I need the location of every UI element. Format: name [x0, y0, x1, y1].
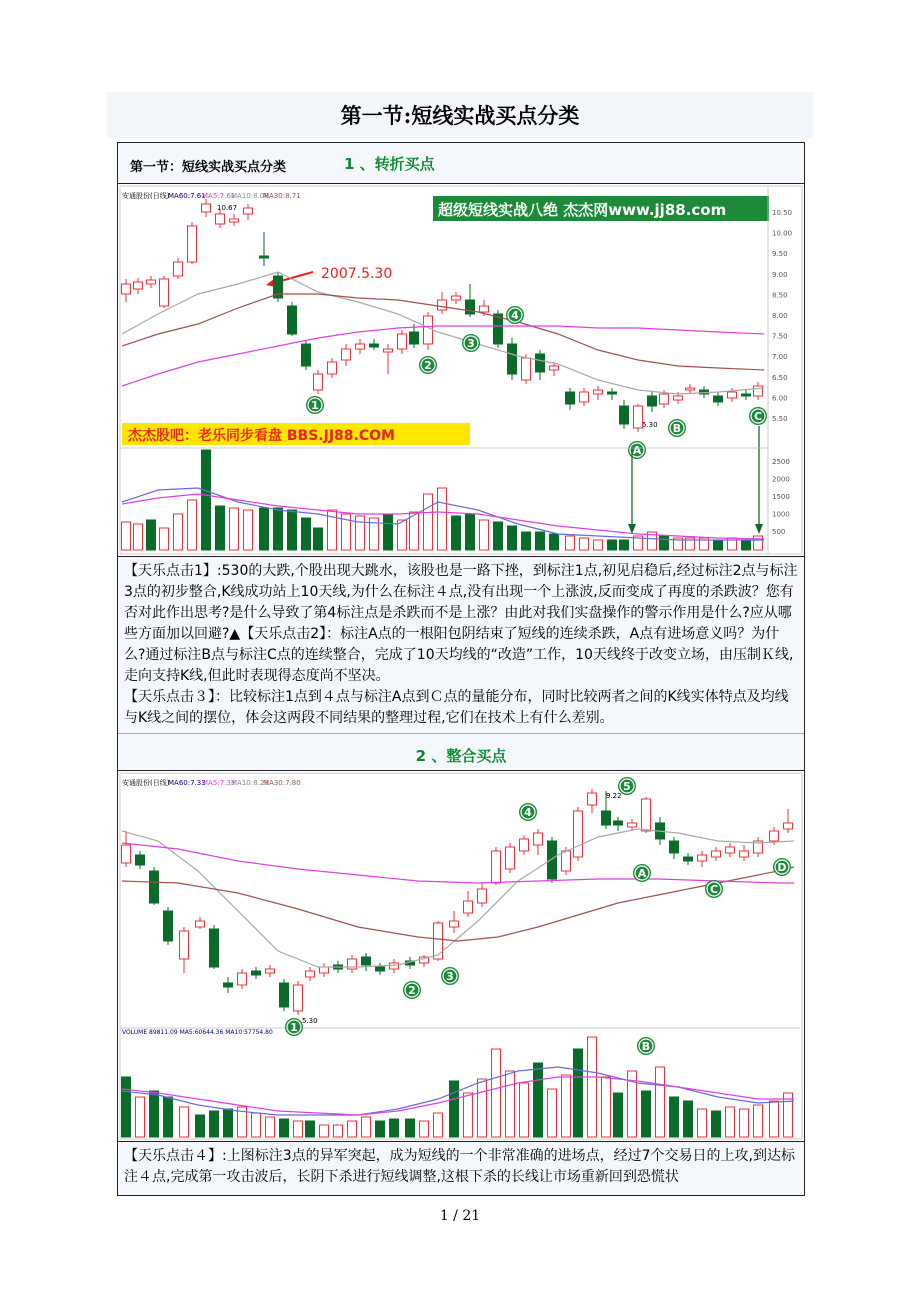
chart1-candle — [660, 394, 669, 404]
chart1-volume-bar — [122, 522, 131, 550]
chart1-candle — [452, 296, 461, 300]
svg-text:MA10:8.23: MA10:8.23 — [231, 779, 269, 787]
chart2-low-label: 5.30 — [302, 1017, 318, 1025]
svg-text:MA5:7.61: MA5:7.61 — [202, 192, 236, 200]
chart1-candle — [328, 362, 337, 374]
chart2-volume-bar — [224, 1109, 233, 1137]
chart2-high-label: 9.22 — [606, 792, 622, 800]
chart1-volume-tick: 2000 — [772, 475, 790, 484]
section-header-left: 第一节：短线实战买点分类 — [130, 160, 287, 175]
chart2-volume-bar — [602, 1077, 611, 1137]
chart2-volume-legend: VOLUME 89811.09 MA5:60644.36 MA10:57754.80 — [122, 1029, 273, 1036]
paragraph-1: 【天乐点击1】:530的大跌,个股出现大跳水，该股也是一路下挫，到标注1点,初见启稳后,经过标注2点与标注3点的初步整合,K线成功站上10天线,为什么在标注４点,没有出现一个上涨波,反而变成了再度的杀跌波？您有否对此作出思考?是什么导致了第4标注点是杀跌而不是上涨？由此对我们实盘操作的警示作用是什么?应从哪些方面加以回避?▲【天乐点击2】：标注A点的一根阳包阴结束了短线的连续杀跌，A点有进场意义吗？为什么?通过标注B点与标注C点的连续整合，完成了10天均线的“改造”工作，10天线终于改变立场，由压制Ｋ线,走向支持K线,但此时表现得态度尚不坚决。 — [124, 563, 798, 684]
marker2-B-label: B — [641, 1040, 651, 1053]
chart2-volume-bar — [180, 1107, 189, 1137]
chart2-volume-bar — [684, 1101, 693, 1137]
chart2-candle — [294, 985, 303, 1011]
chart1-volume-bar — [302, 518, 311, 550]
chart2-candle — [224, 983, 233, 987]
chart1-candle — [686, 388, 695, 390]
chart1-candle — [356, 344, 365, 349]
marker2-C-label: C — [709, 883, 719, 896]
chart1-candle — [466, 300, 475, 314]
chart2-candle — [770, 831, 779, 841]
chart2-volume-bar — [726, 1107, 735, 1137]
chart1-candle — [384, 349, 393, 352]
chart1-candle — [648, 396, 657, 406]
chart1-candle — [580, 392, 589, 402]
chart2-candle — [784, 823, 793, 829]
chart2-candle — [548, 841, 557, 879]
chart1-volume-tick: 500 — [772, 528, 786, 536]
chart2-volume-bar — [770, 1101, 779, 1137]
chart1-candle — [608, 392, 617, 394]
chart2-volume-bar — [562, 1075, 571, 1137]
chart2-volume-bar — [670, 1097, 679, 1137]
chart1-volume-bar — [754, 536, 763, 550]
chart1-candle — [216, 214, 225, 224]
chart2-candle — [562, 851, 571, 871]
chart1-candle — [674, 396, 683, 400]
chart2-candle — [196, 921, 205, 927]
chart2-candle — [280, 983, 289, 1007]
chart2-volume-bar — [520, 1083, 529, 1137]
chart1-volume-bar — [438, 488, 447, 550]
chart2-candle — [602, 811, 611, 825]
chart1-candle — [508, 344, 517, 374]
section-header — [118, 143, 804, 184]
chart2-volume-bar — [642, 1091, 651, 1137]
chart2-candle — [642, 799, 651, 831]
marker-B-label: B — [672, 422, 682, 435]
chart1-volume-bar — [288, 510, 297, 550]
chart2-volume-bar — [294, 1121, 303, 1137]
chart2-volume-bar — [390, 1119, 399, 1137]
chart1-candle — [134, 282, 143, 289]
chart2-candle — [320, 967, 329, 973]
chart1-candle — [160, 279, 169, 306]
chart1-tick-label: 10.00 — [772, 229, 793, 238]
chart2-volume-bar — [588, 1037, 597, 1137]
chart1-candle — [147, 280, 156, 284]
chart2-candle — [726, 847, 735, 853]
chart2-volume-bar — [306, 1121, 315, 1137]
marker2-5-label: 5 — [623, 780, 631, 793]
chart2-candle — [588, 793, 597, 805]
chart1-candle — [714, 396, 723, 402]
chart2-volume-bar — [420, 1121, 429, 1137]
chart2-volume-bar — [164, 1097, 173, 1137]
chart2-candle — [534, 833, 543, 845]
chart2-candle — [180, 931, 189, 959]
chart2-volume-bar — [548, 1089, 557, 1137]
chart2-candle — [628, 823, 637, 827]
chart2-candle — [492, 851, 501, 883]
marker-3-label: 3 — [467, 337, 475, 350]
chart2-volume-bar — [656, 1067, 665, 1137]
chart2-volume-bar — [754, 1105, 763, 1137]
chart1-volume-tick: 1000 — [772, 510, 790, 519]
chart1-volume-bar — [384, 514, 393, 550]
chart1-candle — [522, 358, 531, 380]
section-2-title: 2 、整合买点 — [415, 747, 507, 765]
chart1-low-label: 5.30 — [642, 421, 658, 429]
chart1-candle — [566, 392, 575, 404]
chart1-volume-bar — [188, 500, 197, 550]
chart2-volume-bar — [614, 1093, 623, 1137]
chart1-candle — [288, 306, 297, 334]
chart2-candle — [164, 911, 173, 941]
chart2-candle — [238, 973, 247, 985]
svg-text:MA30:8.71: MA30:8.71 — [263, 192, 301, 200]
chart1-volume-bar — [522, 532, 531, 550]
svg-text:MA60:7.61: MA60:7.61 — [168, 192, 206, 200]
chart2-candle — [434, 923, 443, 959]
chart2-candle — [306, 971, 315, 977]
chart1-candle — [620, 406, 629, 424]
chart1-candle — [424, 316, 433, 344]
marker2-A-label: A — [637, 867, 647, 880]
chart1-volume-bar — [410, 512, 419, 550]
chart1-volume-bar — [494, 522, 503, 550]
chart1-tick-label: 9.50 — [772, 250, 788, 259]
chart1-volume-tick: 1500 — [772, 493, 790, 501]
chart2-candle — [266, 969, 275, 973]
chart2-volume-bar — [376, 1121, 385, 1137]
chart1-tick-label: 10.50 — [772, 209, 793, 217]
chart2-volume-bar — [434, 1113, 443, 1137]
marker2-4-label: 4 — [524, 806, 532, 819]
chart2-candle — [740, 851, 749, 857]
chart1-volume-bar — [216, 506, 225, 550]
chart1-volume-bar — [660, 536, 669, 550]
chart1-volume-bar — [566, 536, 575, 550]
chart1-candle — [260, 256, 269, 258]
chart1-candle — [244, 208, 253, 214]
chart1-date-label: 2007.5.30 — [321, 266, 393, 282]
chart1-volume-bar — [398, 520, 407, 550]
chart1-tick-label: 6.00 — [772, 394, 788, 403]
chart2-candle — [376, 967, 385, 971]
marker2-2-label: 2 — [408, 984, 416, 997]
chart1-candle — [494, 314, 503, 344]
chart1-banner: 超级短线实战八绝 杰杰网www.jj88.com — [438, 201, 727, 219]
chart1-candle — [370, 344, 379, 347]
chart1-tick-label: 8.50 — [772, 291, 788, 300]
chart1-candle — [438, 300, 447, 310]
chart2-candle — [712, 851, 721, 857]
chart1-volume-bar — [244, 510, 253, 550]
chart1-candle — [230, 219, 239, 222]
chart2-candle — [574, 811, 583, 857]
svg-text:MA5:7.33: MA5:7.33 — [202, 779, 236, 787]
chart1-volume-bar — [714, 540, 723, 550]
svg-text:MA60:7.33: MA60:7.33 — [168, 779, 206, 787]
chart1-tick-label: 7.00 — [772, 353, 788, 362]
chart2-legend-name: 安通股份(日线) — [122, 779, 170, 787]
chart2-candle — [464, 901, 473, 913]
chart2-volume-bar — [534, 1063, 543, 1137]
chart1-volume-bar — [160, 528, 169, 550]
marker2-1-label: 1 — [290, 1021, 298, 1034]
chart1-volume-bar — [508, 526, 517, 550]
chart1-candle — [634, 406, 643, 428]
chart1-candle — [550, 366, 559, 370]
chart1-volume-bar — [314, 528, 323, 550]
chart2-volume-bar — [196, 1115, 205, 1137]
chart1-candle — [754, 386, 763, 396]
chart2-candle — [136, 855, 145, 865]
chart1-candle — [302, 344, 311, 366]
marker-A-label: A — [632, 444, 642, 457]
content-frame — [117, 142, 805, 1196]
chart1-volume-bar — [202, 450, 211, 550]
chart2-volume-bar — [122, 1077, 131, 1137]
chart1-volume-bar — [174, 514, 183, 550]
chart1-high-label: 10.67 — [217, 204, 238, 212]
chart2-volume-bar — [740, 1109, 749, 1137]
chart1-volume-bar — [536, 532, 545, 550]
svg-text:MA30:7.80: MA30:7.80 — [263, 779, 301, 787]
chart1-candle — [314, 374, 323, 390]
chart1-candle — [174, 262, 183, 276]
chart2-volume-bar — [150, 1091, 159, 1137]
chart1-volume-bar — [742, 540, 751, 550]
paragraph-3: 【天乐点击４】:上图标注3点的异军突起，成为短线的一个非常准确的进场点，经过7个交易日的上攻,到达标注４点,完成第一攻击波后，长阴下杀进行短线调整,这根下杀的长线让市场重新回到恐慌状 — [124, 1148, 795, 1185]
chart1-volume-bar — [147, 520, 156, 550]
chart1-svg — [118, 184, 804, 556]
chart1-volume-bar — [608, 540, 617, 550]
chart1-candle — [728, 392, 737, 398]
chart1-volume-bar — [260, 508, 269, 550]
chart2-candle — [520, 839, 529, 851]
chart1-tick-label: 6.50 — [772, 373, 788, 382]
marker-4-label: 4 — [511, 309, 519, 322]
chart2-candle — [698, 855, 707, 861]
chart1-candle — [188, 226, 197, 262]
page-number: 1 / 21 — [439, 1208, 481, 1224]
chart2-volume-bar — [464, 1093, 473, 1137]
marker2-3-label: 3 — [446, 970, 454, 983]
svg-text:MA10:8.08: MA10:8.08 — [231, 192, 269, 200]
marker-C-label: C — [753, 410, 763, 423]
chart2-volume-bar — [362, 1117, 371, 1137]
chart2-candle — [122, 845, 131, 863]
chart2-candle — [362, 957, 371, 965]
chart1-volume-bar — [550, 534, 559, 550]
chart1-tick-label: 7.50 — [772, 332, 788, 341]
chart2-volume-bar — [252, 1113, 261, 1137]
chart2-volume-bar — [320, 1125, 329, 1137]
chart2-volume-bar — [280, 1119, 289, 1137]
chart1-volume-bar — [480, 520, 489, 550]
marker2-D-label: D — [777, 861, 787, 874]
chart1-tick-label: 8.00 — [772, 312, 788, 320]
chart1-volume-bar — [452, 516, 461, 550]
paragraph-2: 【天乐点击３】：比较标注1点到４点与标注A点到Ｃ点的量能分布，同时比较两者之间的K线实体特点及均线与K线之间的摆位，体会这两段不同结果的整理过程,它们在技术上有什么差别。 — [124, 689, 789, 726]
chart2-volume-bar — [348, 1121, 357, 1137]
chart1-volume-bar — [424, 494, 433, 550]
chart1-candle — [398, 334, 407, 349]
chart2-candle — [450, 921, 459, 927]
section-header-right: 1 、转折买点 — [344, 155, 435, 173]
chart1-candle — [122, 284, 131, 294]
chart2-candle — [210, 929, 219, 967]
chart2-candle — [252, 971, 261, 975]
chart2-volume-bar — [334, 1125, 343, 1137]
chart1-tick-label: 5.50 — [772, 415, 788, 423]
marker-1-label: 1 — [311, 399, 319, 412]
chart2-volume-bar — [712, 1111, 721, 1137]
chart1-candle — [536, 354, 545, 372]
chart1-candle — [742, 394, 751, 396]
chart1-tick-label: 9.00 — [772, 270, 788, 279]
chart2-volume-bar — [478, 1079, 487, 1137]
chart1-volume-bar — [580, 538, 589, 550]
chart2-volume-bar — [136, 1097, 145, 1137]
chart2 — [118, 770, 804, 1142]
chart1-volume-bar — [356, 516, 365, 550]
chart2-volume-bar — [492, 1049, 501, 1137]
divider — [118, 733, 804, 734]
chart2-candle — [478, 889, 487, 903]
chart2-candle — [150, 871, 159, 903]
chart1-candle — [594, 390, 603, 394]
chart1-volume-bar — [230, 508, 239, 550]
chart1 — [118, 184, 804, 557]
chart1-candle — [202, 204, 211, 212]
chart2-volume-bar — [266, 1117, 275, 1137]
chart2-volume-bar — [698, 1109, 707, 1137]
chart2-candle — [614, 821, 623, 825]
chart1-candle — [480, 306, 489, 312]
chart2-svg — [118, 771, 804, 1141]
chart2-volume-bar — [506, 1071, 515, 1137]
chart2-candle — [670, 841, 679, 853]
chart2-volume-bar — [450, 1081, 459, 1137]
chart1-legend-name: 安通股份(日线) — [122, 192, 170, 200]
chart1-candle — [342, 349, 351, 360]
chart1-volume-tick: 2500 — [772, 458, 790, 466]
chart1-volume-bar — [466, 514, 475, 550]
chart1-volume-bar — [594, 540, 603, 550]
marker-2-label: 2 — [424, 359, 432, 372]
chart2-volume-bar — [574, 1049, 583, 1137]
chart2-candle — [684, 857, 693, 861]
chart2-candle — [390, 963, 399, 969]
chart1-forum-banner: 杰杰股吧：老乐同步看盘 BBS.JJ88.COM — [128, 428, 395, 444]
chart1-volume-bar — [274, 508, 283, 550]
chart2-volume-bar — [210, 1111, 219, 1137]
chart2-candle — [506, 847, 515, 869]
chart1-candle — [410, 332, 419, 344]
chart1-volume-bar — [620, 540, 629, 550]
chart1-volume-bar — [134, 524, 143, 550]
page-title: 第一节:短线实战买点分类 — [107, 92, 813, 138]
chart2-volume-bar — [406, 1119, 415, 1137]
